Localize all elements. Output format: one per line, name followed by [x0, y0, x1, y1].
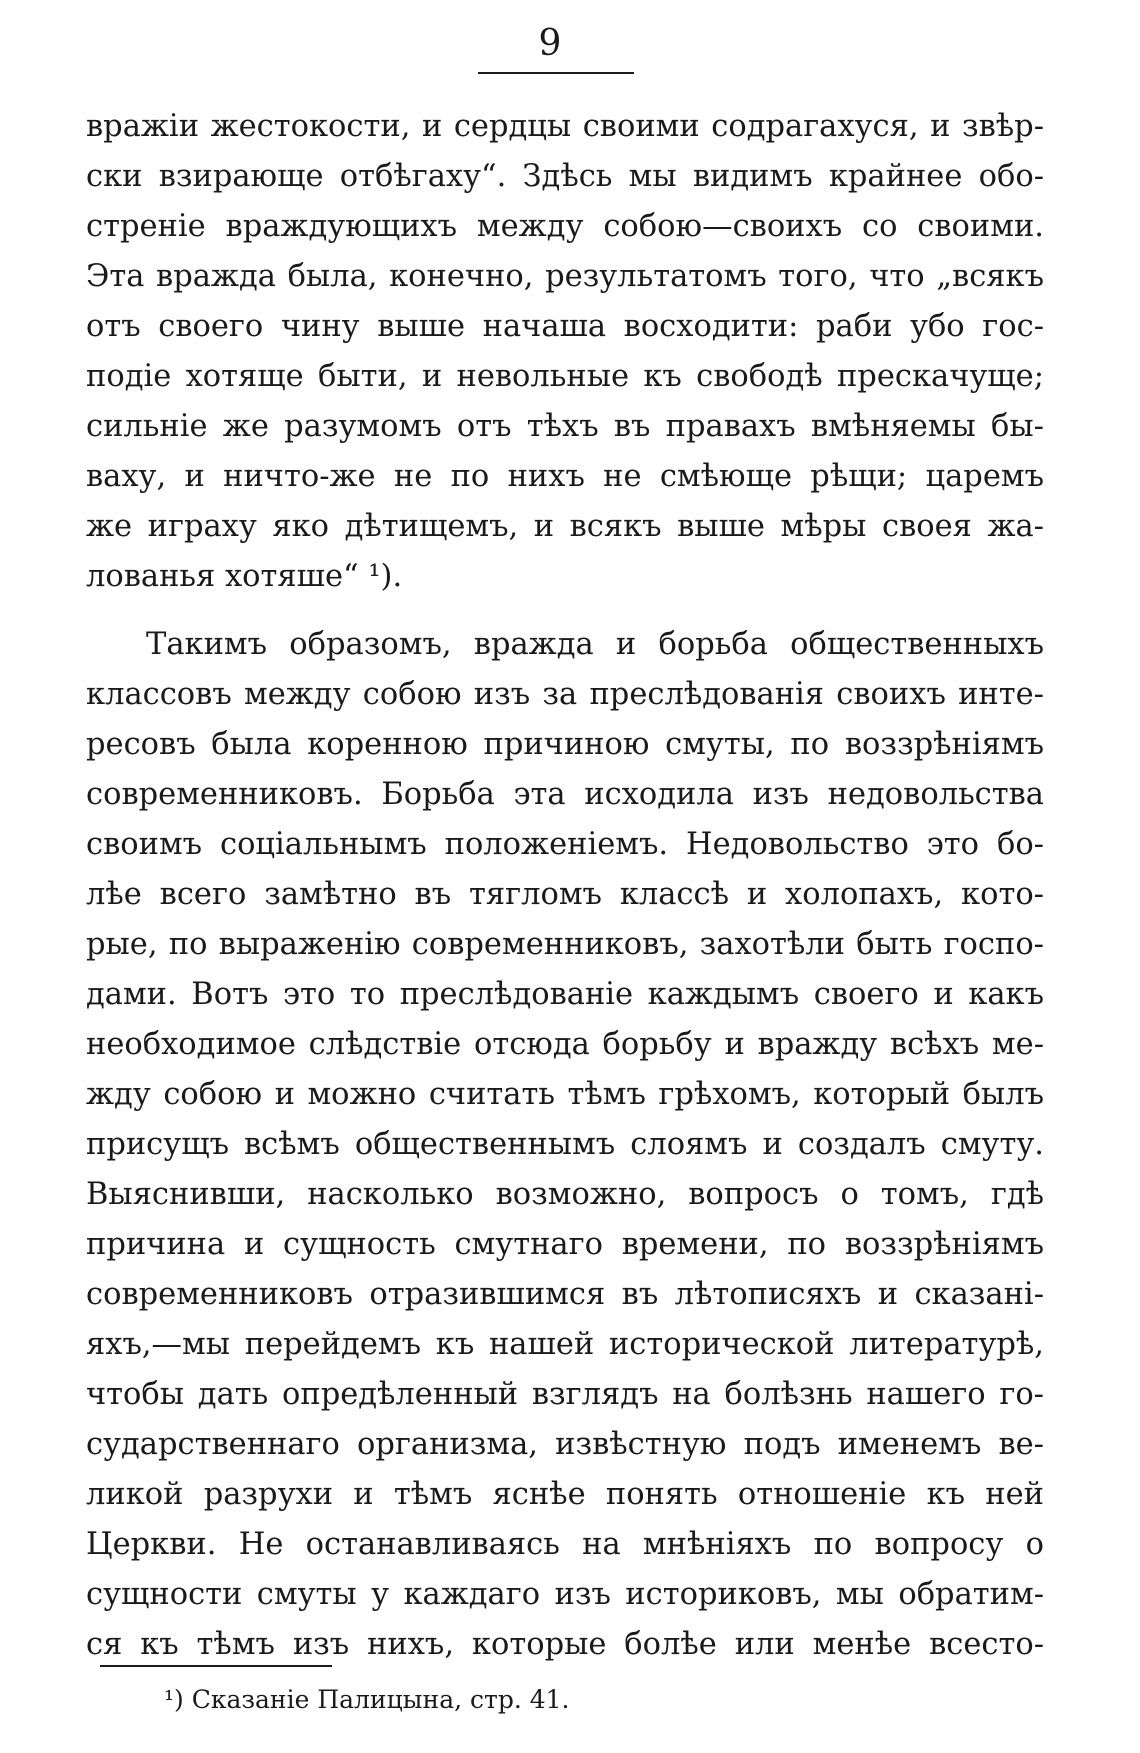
text-line: современниковъ. Борьба эта исходила изъ недовольства: [86, 777, 1044, 812]
text-line: подіе хотяще быти, и невольные къ свободѣ прескачуще;: [86, 359, 1044, 394]
text-line: классовъ между собою изъ за преслѣдованія своихъ инте-: [86, 677, 1044, 712]
text-line: чтобы дать опредѣленный взглядъ на болѣзнь нашего го-: [86, 1377, 1044, 1412]
text-line: Выяснивши, насколько возможно, вопросъ о томъ, гдѣ: [86, 1177, 1044, 1212]
text-line: необходимое слѣдствіе отсюда борьбу и вражду всѣхъ ме-: [86, 1027, 1044, 1062]
text-line: современниковъ отразившимся въ лѣтописяхъ и сказані-: [86, 1277, 1044, 1312]
text-line: сущности смуты у каждаго изъ историковъ, мы обратим-: [86, 1577, 1044, 1612]
text-line: сильніе же разумомъ отъ тѣхъ въ правахъ вмѣняемы бы-: [86, 409, 1044, 444]
footnote-rule: [100, 1665, 332, 1667]
text-line: ресовъ была коренною причиною смуты, по воззрѣніямъ: [86, 727, 1044, 762]
body-text: [86, 102, 1044, 1670]
paragraph-gap: [86, 602, 1044, 620]
text-line: Церкви. Не останавливаясь на мнѣніяхъ по вопросу о: [86, 1527, 1044, 1562]
text-line: лованья хотяше“ ¹).: [86, 559, 403, 594]
text-line: сударственнаго организма, извѣстную подъ именемъ ве-: [86, 1427, 1044, 1462]
text-line: присущъ всѣмъ общественнымъ слоямъ и создалъ смуту.: [86, 1127, 1044, 1162]
text-line: жду собою и можно считать тѣмъ грѣхомъ, который былъ: [86, 1077, 1044, 1112]
text-line: стреніе враждующихъ между собою—своихъ со своими.: [86, 209, 1044, 244]
text-line: вражіи жестокости, и сердцы своими содрагахуся, и звѣр-: [86, 109, 1044, 144]
text-line: Эта вражда была, конечно, результатомъ того, что „всякъ: [86, 259, 1044, 294]
text-line: лѣе всего замѣтно въ тягломъ классѣ и холопахъ, кото-: [86, 877, 1044, 912]
text-line: отъ своего чину выше начаша восходити: раби убо гос-: [86, 309, 1044, 344]
footnote: ¹) Сказаніе Палицына, стр. 41.: [164, 1685, 570, 1714]
paragraph-2: [86, 620, 1044, 1670]
page-number: 9: [538, 23, 562, 64]
text-line: своимъ соціальнымъ положеніемъ. Недовольство это бо-: [86, 827, 1044, 862]
text-line: ски взирающе отбѣгаху“. Здѣсь мы видимъ крайнее обо-: [86, 159, 1044, 194]
page-number-rule: [478, 72, 634, 74]
text-line: ся къ тѣмъ изъ нихъ, которые болѣе или менѣе всесто-: [86, 1627, 1044, 1662]
text-line: яхъ,—мы перейдемъ къ нашей исторической литературѣ,: [86, 1327, 1044, 1362]
text-line: причина и сущность смутнаго времени, по воззрѣніямъ: [86, 1227, 1044, 1262]
text-line: же играху яко дѣтищемъ, и всякъ выше мѣры своея жа-: [86, 509, 1044, 544]
text-line: Такимъ образомъ, вражда и борьба общественныхъ: [146, 627, 1044, 662]
text-line: дами. Вотъ это то преслѣдованіе каждымъ своего и какъ: [86, 977, 1044, 1012]
paragraph-1: [86, 102, 1044, 602]
text-line: ликой разрухи и тѣмъ яснѣе понять отношеніе къ ней: [86, 1477, 1044, 1512]
text-line: ваху, и ничто-же не по нихъ не смѣюще рѣщи; царемъ: [86, 459, 1044, 494]
text-line: рые, по выраженію современниковъ, захотѣли быть госпо-: [86, 927, 1044, 962]
